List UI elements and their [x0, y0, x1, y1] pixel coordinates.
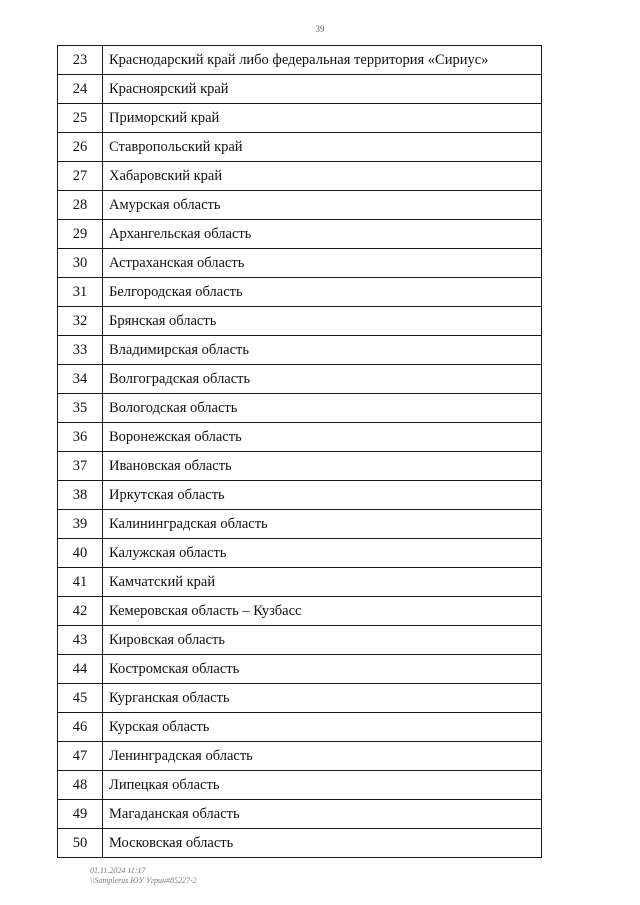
row-number: 41	[58, 568, 103, 597]
table-row	[58, 655, 542, 684]
table-row	[58, 220, 542, 249]
row-number: 47	[58, 742, 103, 771]
row-number: 23	[58, 46, 103, 75]
stamp-document-path: \\Samplerus ЮУ Угрин#85227-2	[90, 876, 197, 885]
table-row	[58, 394, 542, 423]
row-number: 43	[58, 626, 103, 655]
region-name: Приморский край	[103, 104, 542, 133]
regions-table	[57, 45, 542, 858]
table-row	[58, 423, 542, 452]
table-row	[58, 191, 542, 220]
region-name: Иркутская область	[103, 481, 542, 510]
region-name: Воронежская область	[103, 423, 542, 452]
region-name: Калужская область	[103, 539, 542, 568]
region-name: Брянская область	[103, 307, 542, 336]
row-number: 46	[58, 713, 103, 742]
region-name: Калининградская область	[103, 510, 542, 539]
table-row	[58, 336, 542, 365]
table-row	[58, 278, 542, 307]
table-row	[58, 452, 542, 481]
region-name: Хабаровский край	[103, 162, 542, 191]
table-row	[58, 307, 542, 336]
table-row	[58, 104, 542, 133]
region-name: Курганская область	[103, 684, 542, 713]
row-number: 50	[58, 829, 103, 858]
row-number: 44	[58, 655, 103, 684]
row-number: 36	[58, 423, 103, 452]
table-row	[58, 249, 542, 278]
row-number: 24	[58, 75, 103, 104]
table-row	[58, 713, 542, 742]
table-row	[58, 771, 542, 800]
table-row	[58, 510, 542, 539]
region-name: Кемеровская область – Кузбасс	[103, 597, 542, 626]
table-row	[58, 742, 542, 771]
regions-table-body	[58, 46, 542, 858]
region-name: Липецкая область	[103, 771, 542, 800]
table-row	[58, 539, 542, 568]
row-number: 25	[58, 104, 103, 133]
table-row	[58, 162, 542, 191]
region-name: Вологодская область	[103, 394, 542, 423]
table-row	[58, 800, 542, 829]
region-name: Ивановская область	[103, 452, 542, 481]
table-row	[58, 568, 542, 597]
row-number: 27	[58, 162, 103, 191]
row-number: 37	[58, 452, 103, 481]
row-number: 26	[58, 133, 103, 162]
row-number: 29	[58, 220, 103, 249]
region-name: Архангельская область	[103, 220, 542, 249]
row-number: 42	[58, 597, 103, 626]
stamp-timestamp: 01.11.2024 11:17	[90, 866, 146, 875]
row-number: 48	[58, 771, 103, 800]
region-name: Костромская область	[103, 655, 542, 684]
region-name: Ленинградская область	[103, 742, 542, 771]
region-name: Краснодарский край либо федеральная территория «Сириус»	[103, 46, 542, 75]
region-name: Курская область	[103, 713, 542, 742]
table-row	[58, 75, 542, 104]
region-name: Красноярский край	[103, 75, 542, 104]
row-number: 31	[58, 278, 103, 307]
region-name: Астраханская область	[103, 249, 542, 278]
region-name: Московская область	[103, 829, 542, 858]
table-row	[58, 829, 542, 858]
row-number: 30	[58, 249, 103, 278]
row-number: 33	[58, 336, 103, 365]
region-name: Волгоградская область	[103, 365, 542, 394]
page-number: 39	[315, 24, 325, 34]
region-name: Кировская область	[103, 626, 542, 655]
region-name: Белгородская область	[103, 278, 542, 307]
region-name: Магаданская область	[103, 800, 542, 829]
row-number: 45	[58, 684, 103, 713]
row-number: 39	[58, 510, 103, 539]
table-row	[58, 46, 542, 75]
table-row	[58, 684, 542, 713]
region-name: Камчатский край	[103, 568, 542, 597]
region-name: Владимирская область	[103, 336, 542, 365]
row-number: 38	[58, 481, 103, 510]
region-name: Ставропольский край	[103, 133, 542, 162]
row-number: 49	[58, 800, 103, 829]
row-number: 40	[58, 539, 103, 568]
table-row	[58, 481, 542, 510]
row-number: 32	[58, 307, 103, 336]
region-name: Амурская область	[103, 191, 542, 220]
table-row	[58, 133, 542, 162]
row-number: 28	[58, 191, 103, 220]
row-number: 34	[58, 365, 103, 394]
document-stamp	[90, 866, 197, 886]
table-row	[58, 626, 542, 655]
table-row	[58, 597, 542, 626]
table-row	[58, 365, 542, 394]
row-number: 35	[58, 394, 103, 423]
